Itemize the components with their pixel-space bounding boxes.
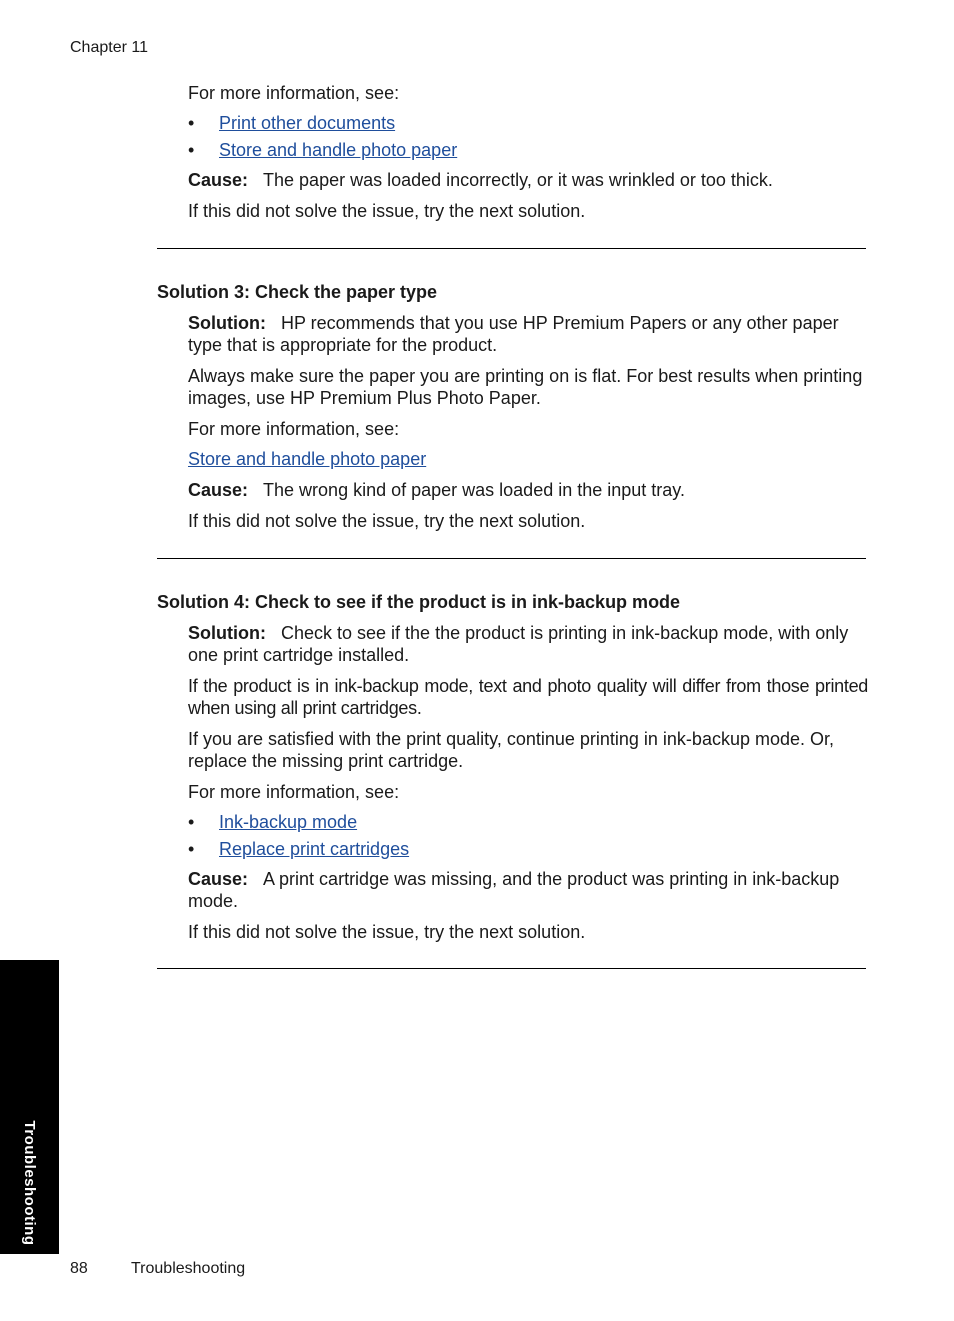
cause-text: The wrong kind of paper was loaded in the input tray. — [263, 480, 685, 500]
next-solution-text: If this did not solve the issue, try the next solution. — [188, 922, 586, 942]
solution-4-heading: Solution 4: Check to see if the product is in ink-backup mode — [157, 592, 681, 612]
chapter-label: Chapter 11 — [70, 39, 148, 56]
page-number: 88 — [70, 1260, 88, 1277]
more-info-text: For more information, see: — [188, 83, 400, 103]
link-replace-print-cartridges[interactable]: Replace print cartridges — [219, 839, 410, 859]
link-print-other-documents[interactable]: Print other documents — [219, 113, 396, 133]
cause-label: Cause: — [188, 869, 249, 889]
cause-paragraph — [188, 868, 868, 912]
bullet: • — [188, 113, 195, 133]
cause-text: The paper was loaded incorrectly, or it was wrinkled or too thick. — [263, 170, 773, 190]
cause-text: A print cartridge was missing, and the product was printing in ink-backup mode. — [188, 869, 840, 911]
link-ink-backup-mode[interactable]: Ink-backup mode — [219, 812, 358, 832]
cause-paragraph — [188, 169, 868, 191]
more-info-text: For more information, see: — [188, 782, 400, 802]
next-solution-text: If this did not solve the issue, try the next solution. — [188, 201, 586, 221]
section-divider — [157, 248, 866, 249]
solution-label: Solution: — [188, 313, 266, 333]
solution-3-paragraph — [188, 312, 868, 356]
section-divider — [157, 968, 866, 969]
link-store-handle-photo-paper[interactable]: Store and handle photo paper — [219, 140, 458, 160]
bullet: • — [188, 812, 195, 832]
bullet: • — [188, 839, 195, 859]
print-quality-text: If you are satisfied with the print quality, continue printing in ink-backup mode. Or, replace the missing print cartridge. — [188, 729, 835, 771]
solution-4-paragraph — [188, 622, 868, 666]
side-tab-label: Troubleshooting — [21, 1120, 38, 1246]
solution-text: HP recommends that you use HP Premium Papers or any other paper type that is appropriate for the product. — [188, 313, 839, 355]
link-store-handle-photo-paper[interactable]: Store and handle photo paper — [188, 449, 427, 469]
cause-label: Cause: — [188, 480, 249, 500]
solution-3-heading: Solution 3: Check the paper type — [157, 282, 438, 302]
cause-label: Cause: — [188, 170, 249, 190]
next-solution-text: If this did not solve the issue, try the next solution. — [188, 511, 586, 531]
solution-label: Solution: — [188, 623, 266, 643]
bullet: • — [188, 140, 195, 160]
ink-backup-quality-text: If the product is in ink-backup mode, text and photo quality will differ from those printed when using all print cartridges. — [188, 676, 868, 718]
footer-section-title: Troubleshooting — [131, 1260, 246, 1277]
solution-3-flat-paper-text: Always make sure the paper you are printing on is flat. For best results when printing images, use HP Premium Plus Photo Paper. — [188, 366, 863, 408]
more-info-text: For more information, see: — [188, 419, 400, 439]
cause-paragraph — [188, 479, 868, 501]
section-divider — [157, 558, 866, 559]
solution-text: Check to see if the the product is printing in ink-backup mode, with only one print cartridge installed. — [188, 623, 849, 665]
